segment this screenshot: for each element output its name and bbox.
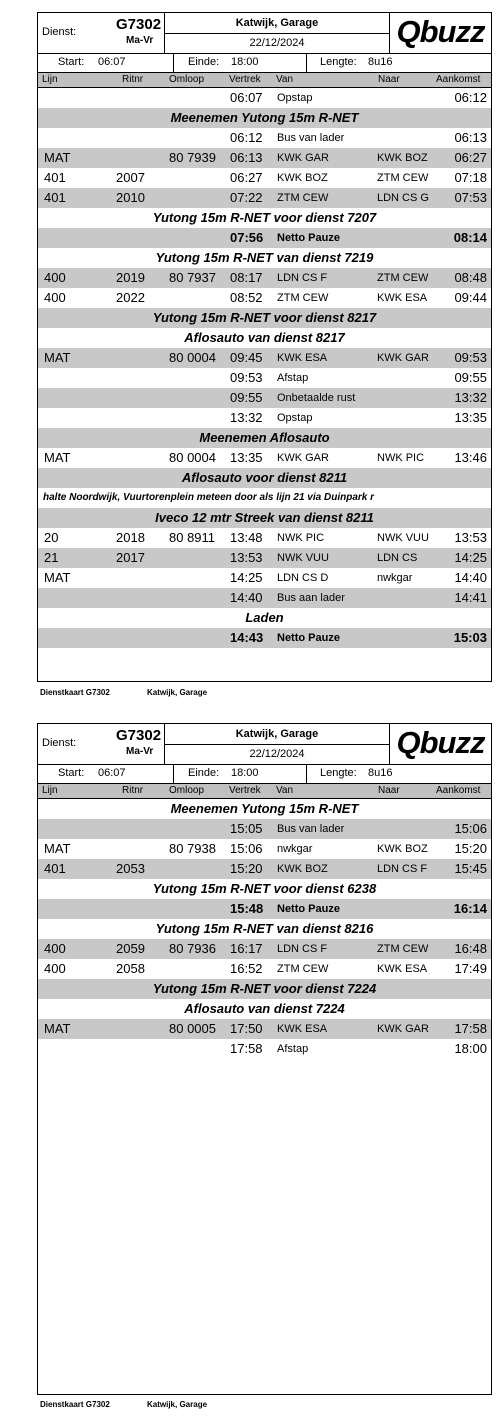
aankomst-cell: 14:41 bbox=[454, 590, 487, 605]
pause-label: Netto Pauze bbox=[277, 903, 340, 915]
section-heading: Yutong 15m R-NET van dienst 7219 bbox=[155, 250, 374, 265]
vertrek-cell: 17:58 bbox=[230, 1041, 263, 1056]
aankomst-cell: 09:55 bbox=[454, 370, 487, 385]
vertrek-cell: 16:17 bbox=[230, 941, 263, 956]
van-cell: Opstap bbox=[277, 412, 313, 424]
lijn-cell: 401 bbox=[44, 170, 66, 185]
lijn-cell: MAT bbox=[44, 570, 71, 585]
vertrek-cell: 14:43 bbox=[230, 630, 264, 645]
col-vertrek: Vertrek bbox=[229, 74, 261, 85]
naar-cell: NWK VUU bbox=[377, 532, 429, 544]
trip-row bbox=[38, 448, 491, 468]
duty-card bbox=[37, 12, 492, 682]
duty-card-page-2 bbox=[0, 712, 500, 1426]
vertrek-cell: 14:25 bbox=[230, 570, 263, 585]
van-cell: KWK ESA bbox=[277, 1023, 328, 1035]
section-heading-row bbox=[38, 919, 491, 939]
date: 22/12/2024 bbox=[249, 748, 305, 760]
note-text: halte Noordwijk, Vuurtorenplein meteen door als lijn 21 via Duinpark r bbox=[43, 492, 375, 503]
footer-location: Katwijk, Garage bbox=[147, 1400, 208, 1409]
vertrek-cell: 17:50 bbox=[230, 1021, 263, 1036]
lijn-cell: 20 bbox=[44, 530, 59, 545]
aankomst-cell: 17:58 bbox=[454, 1021, 487, 1036]
section-heading-row bbox=[38, 468, 491, 488]
van-cell: ZTM CEW bbox=[277, 192, 329, 204]
divider bbox=[164, 33, 390, 34]
section-heading-row bbox=[38, 879, 491, 899]
divider bbox=[306, 764, 307, 783]
vertrek-cell: 13:35 bbox=[230, 450, 263, 465]
vertrek-cell: 08:52 bbox=[230, 290, 263, 305]
col-van: Van bbox=[276, 785, 294, 796]
col-ritnr: Ritnr bbox=[122, 74, 144, 85]
ritnr-cell: 2059 bbox=[116, 941, 145, 956]
column-header bbox=[38, 784, 491, 799]
qbuzz-logo: Qbuzz bbox=[396, 14, 485, 49]
ritnr-cell: 2022 bbox=[116, 290, 145, 305]
vertrek-cell: 06:12 bbox=[230, 130, 263, 145]
aankomst-cell: 16:48 bbox=[454, 941, 487, 956]
start-label: Start: bbox=[58, 56, 85, 68]
van-cell: Onbetaalde rust bbox=[277, 392, 356, 404]
section-heading: Yutong 15m R-NET voor dienst 7207 bbox=[152, 210, 377, 225]
dienst-code: G7302 bbox=[116, 16, 162, 33]
start-time: 06:07 bbox=[98, 56, 126, 68]
ritnr-cell: 2010 bbox=[116, 190, 145, 205]
lijn-cell: 401 bbox=[44, 861, 66, 876]
van-cell: NWK PIC bbox=[277, 532, 325, 544]
aankomst-cell: 14:40 bbox=[454, 570, 487, 585]
pause-row bbox=[38, 899, 491, 919]
aankomst-cell: 13:53 bbox=[454, 530, 487, 545]
einde-label: Einde: bbox=[188, 767, 220, 779]
footer-label: Dienstkaart G7302 bbox=[40, 1400, 110, 1409]
col-vertrek: Vertrek bbox=[229, 785, 261, 796]
vertrek-cell: 15:06 bbox=[230, 841, 263, 856]
trip-row bbox=[38, 1039, 491, 1059]
card-header bbox=[38, 724, 491, 765]
schedule-rows bbox=[38, 799, 491, 1059]
col-aankomst: Aankomst bbox=[436, 74, 481, 85]
section-heading: Meenemen Yutong 15m R-NET bbox=[170, 110, 359, 125]
divider bbox=[173, 764, 174, 783]
aankomst-cell: 06:27 bbox=[454, 150, 487, 165]
van-cell: nwkgar bbox=[277, 843, 313, 855]
location: Katwijk, Garage bbox=[235, 17, 319, 29]
col-lijn: Lijn bbox=[42, 785, 58, 796]
trip-row bbox=[38, 148, 491, 168]
note-row bbox=[38, 488, 491, 508]
van-cell: Afstap bbox=[277, 372, 309, 384]
trip-row bbox=[38, 188, 491, 208]
naar-cell: ZTM CEW bbox=[377, 172, 429, 184]
section-heading-row bbox=[38, 428, 491, 448]
naar-cell: ZTM CEW bbox=[377, 272, 429, 284]
lijn-cell: MAT bbox=[44, 450, 71, 465]
lengte-label: Lengte: bbox=[320, 767, 357, 779]
naar-cell: KWK BOZ bbox=[377, 843, 428, 855]
section-heading: Yutong 15m R-NET voor dienst 8217 bbox=[152, 310, 377, 325]
lijn-cell: MAT bbox=[44, 350, 71, 365]
van-cell: ZTM CEW bbox=[277, 292, 329, 304]
lijn-cell: 400 bbox=[44, 941, 66, 956]
lijn-cell: 400 bbox=[44, 270, 66, 285]
divider bbox=[173, 53, 174, 72]
van-cell: LDN CS F bbox=[277, 272, 328, 284]
naar-cell: nwkgar bbox=[377, 572, 413, 584]
van-cell: Bus van lader bbox=[277, 823, 345, 835]
aankomst-cell: 15:45 bbox=[454, 861, 487, 876]
aankomst-cell: 15:03 bbox=[453, 630, 487, 645]
aankomst-cell: 15:20 bbox=[454, 841, 487, 856]
van-cell: KWK BOZ bbox=[277, 863, 328, 875]
trip-row bbox=[38, 959, 491, 979]
van-cell: KWK GAR bbox=[277, 152, 329, 164]
omloop-cell: 80 0004 bbox=[169, 450, 216, 465]
schedule-rows bbox=[38, 88, 491, 648]
column-header bbox=[38, 73, 491, 88]
vertrek-cell: 16:52 bbox=[230, 961, 263, 976]
dienst-label: Dienst: bbox=[42, 737, 77, 749]
trip-row bbox=[38, 388, 491, 408]
aankomst-cell: 07:53 bbox=[454, 190, 487, 205]
einde-time: 18:00 bbox=[231, 767, 259, 779]
section-heading-row bbox=[38, 308, 491, 328]
col-lijn: Lijn bbox=[42, 74, 58, 85]
times-row bbox=[38, 53, 491, 73]
lijn-cell: MAT bbox=[44, 1021, 71, 1036]
section-heading: Aflosauto van dienst 8217 bbox=[184, 330, 345, 345]
trip-row bbox=[38, 268, 491, 288]
location: Katwijk, Garage bbox=[235, 728, 319, 740]
col-naar: Naar bbox=[378, 74, 400, 85]
vertrek-cell: 07:56 bbox=[230, 230, 264, 245]
card-header bbox=[38, 13, 491, 54]
omloop-cell: 80 7938 bbox=[169, 841, 216, 856]
van-cell: Afstap bbox=[277, 1043, 309, 1055]
duty-card bbox=[37, 723, 492, 1395]
lijn-cell: MAT bbox=[44, 150, 71, 165]
section-heading-row bbox=[38, 799, 491, 819]
trip-row bbox=[38, 88, 491, 108]
naar-cell: LDN CS G bbox=[377, 192, 429, 204]
section-heading: Iveco 12 mtr Streek van dienst 8211 bbox=[155, 510, 374, 525]
ritnr-cell: 2019 bbox=[116, 270, 145, 285]
aankomst-cell: 09:44 bbox=[454, 290, 487, 305]
dienst-days: Ma-Vr bbox=[126, 746, 154, 757]
van-cell: ZTM CEW bbox=[277, 963, 329, 975]
duty-card-page-1 bbox=[0, 0, 500, 705]
naar-cell: KWK ESA bbox=[377, 963, 428, 975]
col-omloop: Omloop bbox=[169, 785, 205, 796]
section-heading-row bbox=[38, 979, 491, 999]
vertrek-cell: 06:07 bbox=[230, 90, 263, 105]
vertrek-cell: 09:45 bbox=[230, 350, 263, 365]
section-heading-row bbox=[38, 608, 491, 628]
divider bbox=[306, 53, 307, 72]
section-heading-row bbox=[38, 248, 491, 268]
van-cell: Opstap bbox=[277, 92, 313, 104]
pause-row bbox=[38, 628, 491, 648]
trip-row bbox=[38, 408, 491, 428]
lengte-value: 8u16 bbox=[368, 767, 393, 779]
van-cell: LDN CS D bbox=[277, 572, 329, 584]
omloop-cell: 80 0004 bbox=[169, 350, 216, 365]
vertrek-cell: 06:13 bbox=[230, 150, 263, 165]
aankomst-cell: 06:12 bbox=[454, 90, 487, 105]
aankomst-cell: 08:48 bbox=[454, 270, 487, 285]
aankomst-cell: 18:00 bbox=[454, 1041, 487, 1056]
col-omloop: Omloop bbox=[169, 74, 205, 85]
start-label: Start: bbox=[58, 767, 85, 779]
ritnr-cell: 2018 bbox=[116, 530, 145, 545]
vertrek-cell: 14:40 bbox=[230, 590, 263, 605]
col-ritnr: Ritnr bbox=[122, 785, 144, 796]
section-heading: Aflosauto voor dienst 8211 bbox=[181, 470, 348, 485]
section-heading-row bbox=[38, 328, 491, 348]
trip-row bbox=[38, 859, 491, 879]
ritnr-cell: 2058 bbox=[116, 961, 145, 976]
section-heading: Yutong 15m R-NET voor dienst 7224 bbox=[152, 981, 377, 996]
vertrek-cell: 13:48 bbox=[230, 530, 263, 545]
footer-location: Katwijk, Garage bbox=[147, 688, 208, 697]
start-time: 06:07 bbox=[98, 767, 126, 779]
divider bbox=[164, 744, 390, 745]
aankomst-cell: 09:53 bbox=[454, 350, 487, 365]
aankomst-cell: 13:32 bbox=[454, 390, 487, 405]
lijn-cell: 400 bbox=[44, 961, 66, 976]
van-cell: KWK ESA bbox=[277, 352, 328, 364]
vertrek-cell: 09:53 bbox=[230, 370, 263, 385]
omloop-cell: 80 8911 bbox=[169, 530, 216, 545]
trip-row bbox=[38, 288, 491, 308]
times-row bbox=[38, 764, 491, 784]
aankomst-cell: 07:18 bbox=[454, 170, 487, 185]
van-cell: NWK VUU bbox=[277, 552, 329, 564]
lengte-value: 8u16 bbox=[368, 56, 393, 68]
einde-time: 18:00 bbox=[231, 56, 259, 68]
van-cell: KWK GAR bbox=[277, 452, 329, 464]
trip-row bbox=[38, 939, 491, 959]
lijn-cell: MAT bbox=[44, 841, 71, 856]
col-naar: Naar bbox=[378, 785, 400, 796]
vertrek-cell: 08:17 bbox=[230, 270, 263, 285]
trip-row bbox=[38, 368, 491, 388]
pause-label: Netto Pauze bbox=[277, 632, 340, 644]
section-heading-row bbox=[38, 999, 491, 1019]
col-aankomst: Aankomst bbox=[436, 785, 481, 796]
qbuzz-logo: Qbuzz bbox=[396, 725, 485, 760]
naar-cell: KWK ESA bbox=[377, 292, 428, 304]
section-heading: Aflosauto van dienst 7224 bbox=[184, 1001, 345, 1016]
dienst-days: Ma-Vr bbox=[126, 35, 154, 46]
section-heading-row bbox=[38, 508, 491, 528]
naar-cell: KWK GAR bbox=[377, 352, 429, 364]
trip-row bbox=[38, 568, 491, 588]
section-heading: Yutong 15m R-NET van dienst 8216 bbox=[155, 921, 374, 936]
trip-row bbox=[38, 128, 491, 148]
vertrek-cell: 06:27 bbox=[230, 170, 263, 185]
aankomst-cell: 17:49 bbox=[454, 961, 487, 976]
lengte-label: Lengte: bbox=[320, 56, 357, 68]
vertrek-cell: 15:48 bbox=[230, 901, 264, 916]
omloop-cell: 80 7936 bbox=[169, 941, 216, 956]
trip-row bbox=[38, 839, 491, 859]
section-heading: Yutong 15m R-NET voor dienst 6238 bbox=[152, 881, 377, 896]
lijn-cell: 401 bbox=[44, 190, 66, 205]
trip-row bbox=[38, 528, 491, 548]
dienst-label: Dienst: bbox=[42, 26, 77, 38]
section-heading: Laden bbox=[245, 610, 284, 625]
van-cell: KWK BOZ bbox=[277, 172, 328, 184]
trip-row bbox=[38, 348, 491, 368]
vertrek-cell: 15:05 bbox=[230, 821, 263, 836]
pause-row bbox=[38, 228, 491, 248]
naar-cell: KWK GAR bbox=[377, 1023, 429, 1035]
omloop-cell: 80 0005 bbox=[169, 1021, 216, 1036]
naar-cell: LDN CS F bbox=[377, 863, 428, 875]
aankomst-cell: 13:35 bbox=[454, 410, 487, 425]
naar-cell: NWK PIC bbox=[377, 452, 425, 464]
lijn-cell: 400 bbox=[44, 290, 66, 305]
pause-label: Netto Pauze bbox=[277, 232, 340, 244]
trip-row bbox=[38, 1019, 491, 1039]
omloop-cell: 80 7937 bbox=[169, 270, 216, 285]
trip-row bbox=[38, 588, 491, 608]
ritnr-cell: 2007 bbox=[116, 170, 145, 185]
einde-label: Einde: bbox=[188, 56, 220, 68]
vertrek-cell: 13:53 bbox=[230, 550, 263, 565]
date: 22/12/2024 bbox=[249, 37, 305, 49]
ritnr-cell: 2017 bbox=[116, 550, 145, 565]
col-van: Van bbox=[276, 74, 294, 85]
aankomst-cell: 06:13 bbox=[454, 130, 487, 145]
naar-cell: LDN CS bbox=[377, 552, 418, 564]
vertrek-cell: 15:20 bbox=[230, 861, 263, 876]
vertrek-cell: 13:32 bbox=[230, 410, 263, 425]
omloop-cell: 80 7939 bbox=[169, 150, 216, 165]
trip-row bbox=[38, 819, 491, 839]
aankomst-cell: 14:25 bbox=[454, 550, 487, 565]
naar-cell: ZTM CEW bbox=[377, 943, 429, 955]
naar-cell: KWK BOZ bbox=[377, 152, 428, 164]
footer-label: Dienstkaart G7302 bbox=[40, 688, 110, 697]
aankomst-cell: 16:14 bbox=[453, 901, 487, 916]
trip-row bbox=[38, 548, 491, 568]
section-heading: Meenemen Aflosauto bbox=[199, 430, 330, 445]
van-cell: Bus aan lader bbox=[277, 592, 345, 604]
ritnr-cell: 2053 bbox=[116, 861, 145, 876]
lijn-cell: 21 bbox=[44, 550, 59, 565]
vertrek-cell: 09:55 bbox=[230, 390, 263, 405]
section-heading-row bbox=[38, 108, 491, 128]
aankomst-cell: 15:06 bbox=[454, 821, 487, 836]
dienst-code: G7302 bbox=[116, 727, 162, 744]
section-heading-row bbox=[38, 208, 491, 228]
vertrek-cell: 07:22 bbox=[230, 190, 263, 205]
van-cell: Bus van lader bbox=[277, 132, 345, 144]
section-heading: Meenemen Yutong 15m R-NET bbox=[170, 801, 359, 816]
aankomst-cell: 13:46 bbox=[454, 450, 487, 465]
van-cell: LDN CS F bbox=[277, 943, 328, 955]
aankomst-cell: 08:14 bbox=[453, 230, 487, 245]
trip-row bbox=[38, 168, 491, 188]
